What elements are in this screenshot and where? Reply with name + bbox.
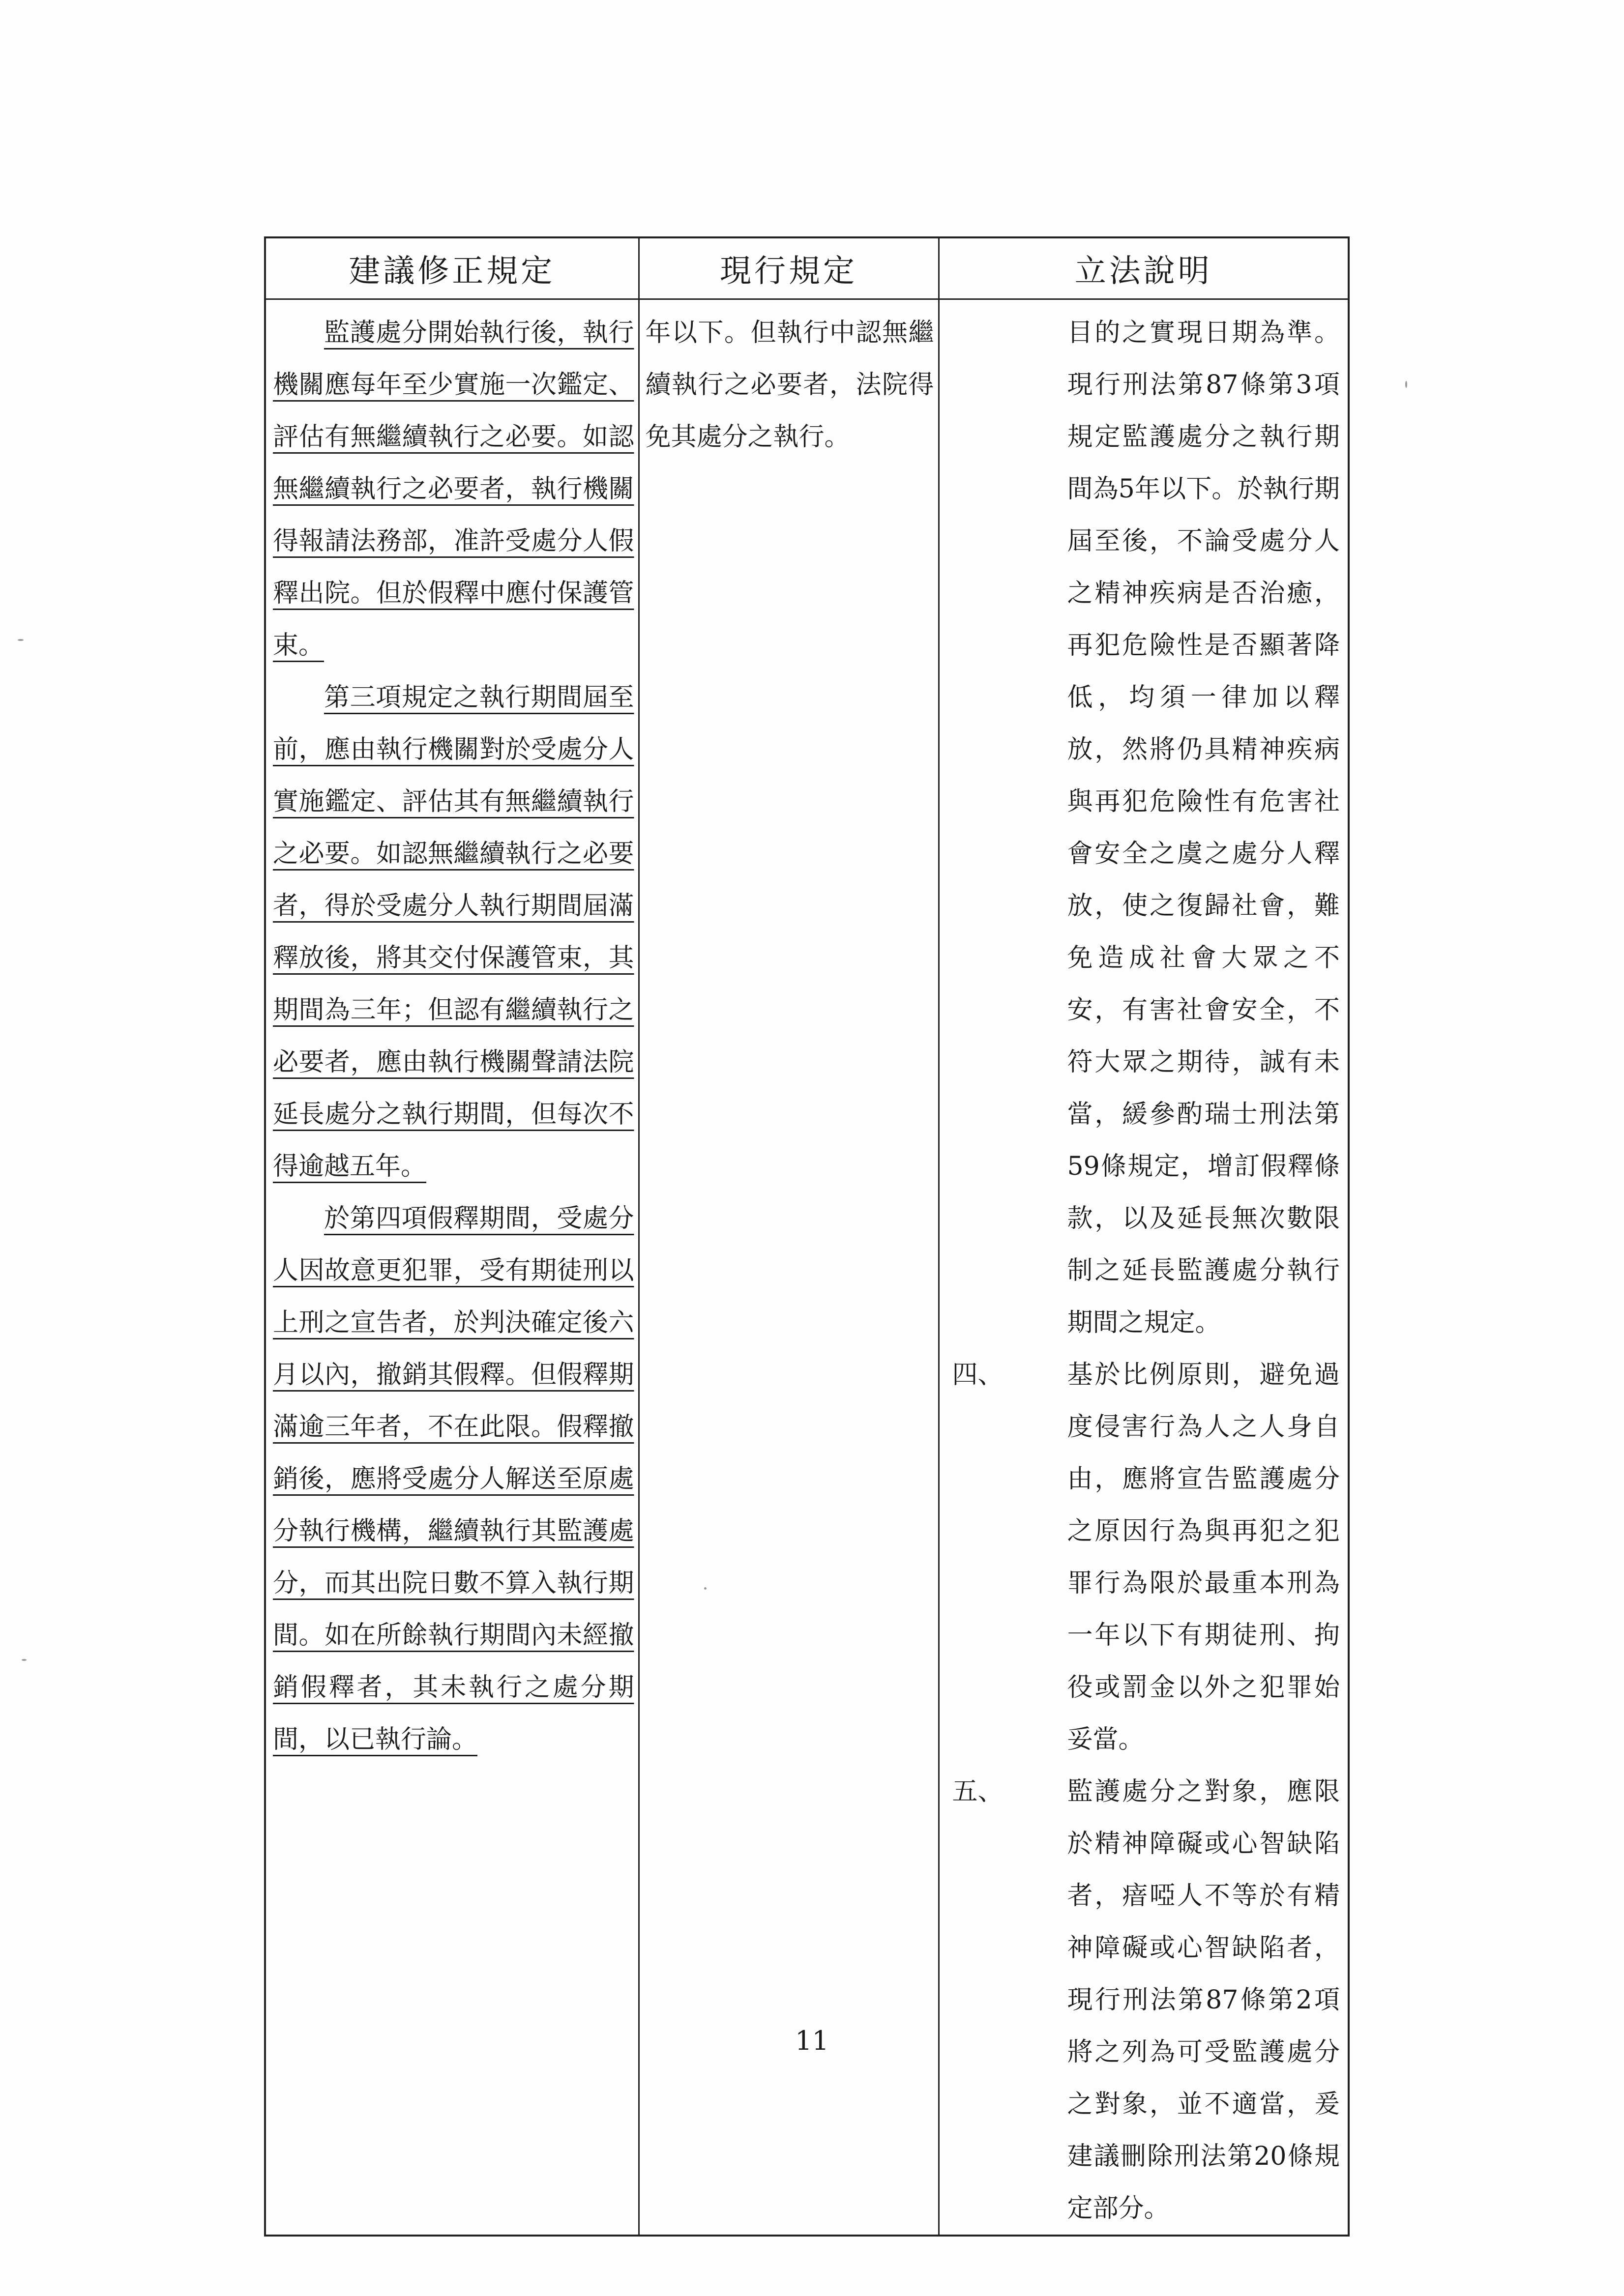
explanation-item-3-continued: 目的之實現日期為準。現行刑法第87條第3項規定監護處分之執行期間為5年以下。於執行期屆至後，不論受處分人之精神疾病是否治癒，再犯危險性是否顯著降低，均須一律加以釋放，然將仍具精神疾病與再犯危險性有危害社會安全之虞之處分人釋放，使之復歸社會，難免造成社會大眾之不安，有害社會安全，不符大眾之期待，誠有未當，緩參酌瑞士刑法第59條規定，增訂假釋條款，以及延長無次數限制之延長監護處分執行期間之規定。 (1067, 318, 1340, 1337)
current-text: 年以下。但執行中認無繼續執行之必要者，法院得免其處分之執行。 (645, 318, 934, 452)
explanation-cell (939, 299, 1349, 2236)
header-current: 現行規定 (639, 237, 939, 299)
header-explanation: 立法說明 (939, 237, 1349, 299)
proposed-cell (265, 299, 639, 2236)
item-4-text: 基於比例原則，避免過度侵害行為人之人身自由，應將宣告監護處分之原因行為與再犯之犯罪行為限於最重本刑為一年以下有期徒刑、拘役或罰金以外之犯罪始妥當。 (1067, 1360, 1340, 1754)
scan-speck (18, 639, 24, 641)
header-proposed: 建議修正規定 (265, 237, 639, 299)
page-number: 11 (795, 2025, 829, 2056)
explanation-item-5 (952, 1766, 1340, 2235)
proposed-paragraph-3: 於第四項假釋期間，受處分人因故意更犯罪，受有期徒刑以上刑之宣告者，於判決確定後六月以內，撤銷其假釋。但假釋期滿逾三年者，不在此限。假釋撤銷後，應將受處分人解送至原處分執行機構，繼續執行其監護處分，而其出院日數不算入執行期間。如在所餘執行期間內未經撤銷假釋者，其未執行之處分期間，以已執行論。 (273, 1204, 634, 1754)
scan-speck (22, 1659, 27, 1661)
table-header-row (265, 237, 1349, 299)
proposed-paragraph-2: 第三項規定之執行期間屆至前，應由執行機關對於受處分人實施鑑定、評估其有無繼續執行之必要。如認無繼續執行之必要者，得於受處分人執行期間屆滿釋放後，將其交付保護管束，其期間為三年；但認有繼續執行之必要者，應由執行機關聲請法院延長處分之執行期間，但每次不得逾越五年。 (273, 683, 634, 1181)
proposed-paragraph-1: 監護處分開始執行後，執行機關應每年至少實施一次鑑定、評估有無繼續執行之必要。如認無繼續執行之必要者，執行機關得報請法務部，准許受處分人假釋出院。但於假釋中應付保護管束。 (273, 318, 634, 660)
scan-speck (1405, 381, 1407, 388)
current-cell (639, 299, 939, 2236)
item-4-number: 四、 (952, 1360, 1004, 1390)
item-5-text: 監護處分之對象，應限於精神障礙或心智缺陷者，瘖啞人不等於有精神障礙或心智缺陷者，現行刑法第87條第2項將之列為可受監護處分之對象，並不適當，爰建議刪除刑法第20條規定部分。 (1067, 1777, 1340, 2223)
scan-speck (704, 1587, 707, 1590)
table-row (265, 299, 1349, 2236)
comparison-table (264, 236, 1350, 2237)
explanation-item-4 (952, 1349, 1340, 1766)
item-5-number: 五、 (952, 1777, 1004, 1806)
